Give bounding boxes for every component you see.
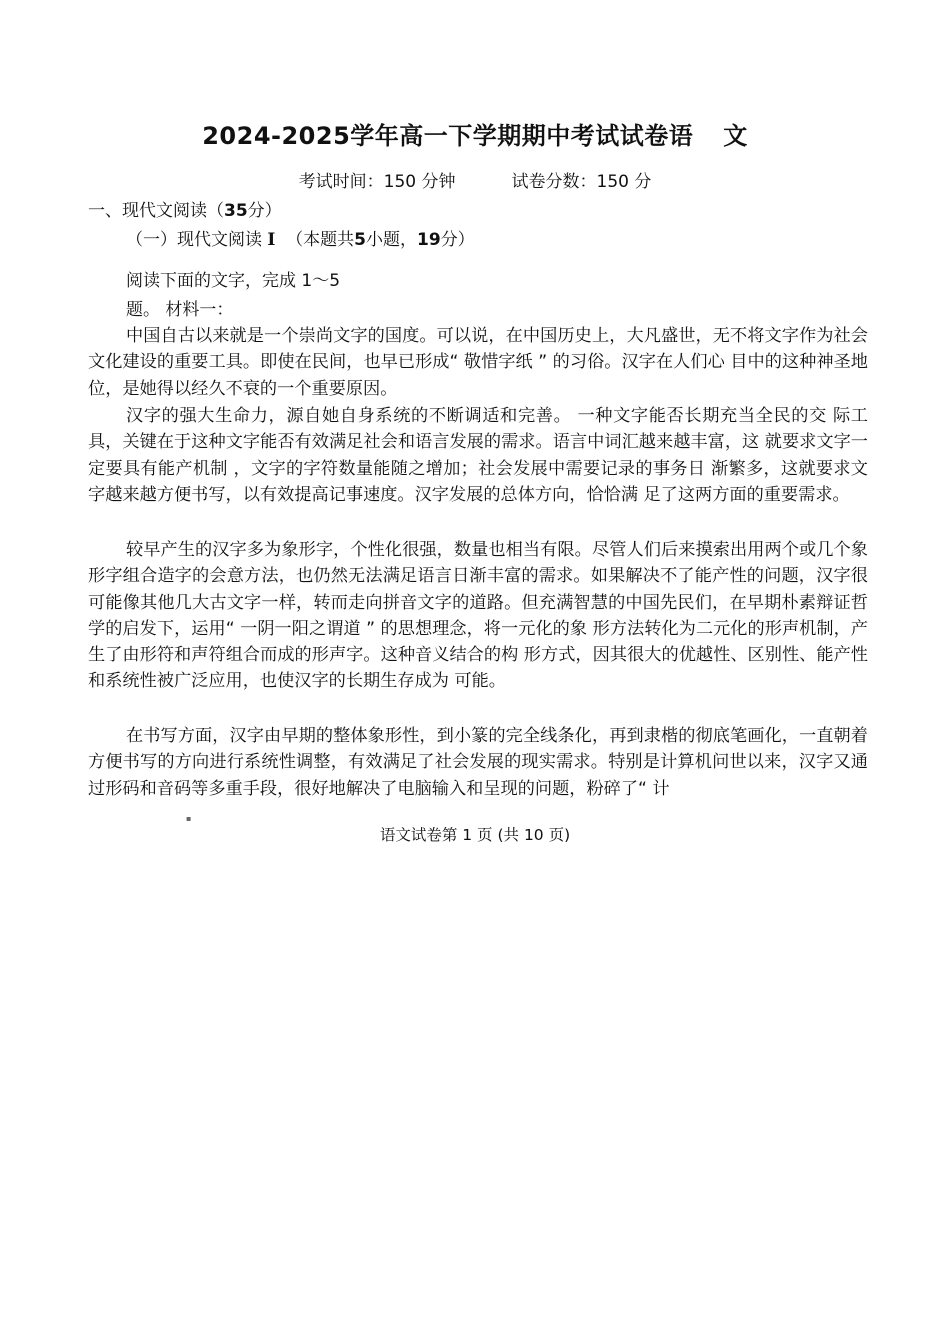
page-title (0, 116, 950, 151)
exam-time: 考试时间：150 分钟 (298, 172, 456, 192)
paragraph-2: 汉字的强大生命力，源自她自身系统的不断调适和完善。 一种文字能否长期充当全民的交 际工具，关键在于这种文字能否有效满足社会和语言发展的需求。语言中词汇越来越丰富，这 就要求文字一定要具有能产机制 ，文字的字符数量能随之增加；社会发展中需要记录的事务日 渐繁多，这就要求文字越来越方便书写，以有效提高记事速度。汉字发展的总体方向，恰恰满 足了这两方面的重要需求。 (88, 406, 868, 505)
exam-score: 试卷分数：150 分 (511, 172, 652, 192)
page-footer: 语文试卷第 1 页 (共 10 页) (379, 826, 571, 844)
paragraph-4: 在书写方面，汉字由早期的整体象形性，到小篆的完全线条化，再到隶楷的彻底笔画化，一直朝着方便书写的方向进行系统性调整，有效满足了社会发展的现实需求。特别是计算机问世以来，汉字又通过形码和音码等多重手段，很好地解决了电脑输入和呈现的问题，粉碎了“ 计 (88, 726, 868, 799)
title-tail: 文 (723, 122, 748, 150)
instruction-line-2: 题。 材料一： (126, 300, 234, 320)
paragraph-3: 较早产生的汉字多为象形字，个性化很强，数量也相当有限。尽管人们后来摸索出用两个或几个象形字组合造字的会意方法，也仍然无法满足语言日渐丰富的需求。如果解决不了能产性的问题，汉字很可能像其他几大古文字一样，转而走向拼音文字的道路。但充满智慧的中国先民们，在早期朴素辩证哲学的启发下，运用“ 一阴一阳之谓道 ” 的思想理念，将一元化的象 形方法转化为二元化的形声机制，产生了由形符和声符组合而成的形声字。这种音义结合的构 形方式，因其很大的优越性、区别性、能产性和系统性被广泛应用，也使汉字的长期生存成为 可能。 (88, 540, 868, 692)
paragraph-1: 中国自古以来就是一个崇尚文字的国度。可以说，在中国历史上，大凡盛世，无不将文字作为社会文化建设的重要工具。即使在民间，也早已形成“ 敬惜字纸 ” 的习俗。汉字在人们心 目中的这种神圣地位，是她得以经久不衰的一个重要原因。 (88, 326, 868, 399)
exam-meta (0, 167, 950, 192)
instruction-line-1: 阅读下面的文字，完成 1～5 (126, 271, 341, 291)
subsection-heading: （一）现代文阅读 I （本题共5小题，19分） (126, 230, 475, 250)
title-main: 2024-2025学年高一下学期期中考试试卷语 (202, 122, 694, 150)
section-heading: 一、现代文阅读（35分） (88, 201, 282, 221)
stray-mark: ▪ (186, 814, 192, 823)
